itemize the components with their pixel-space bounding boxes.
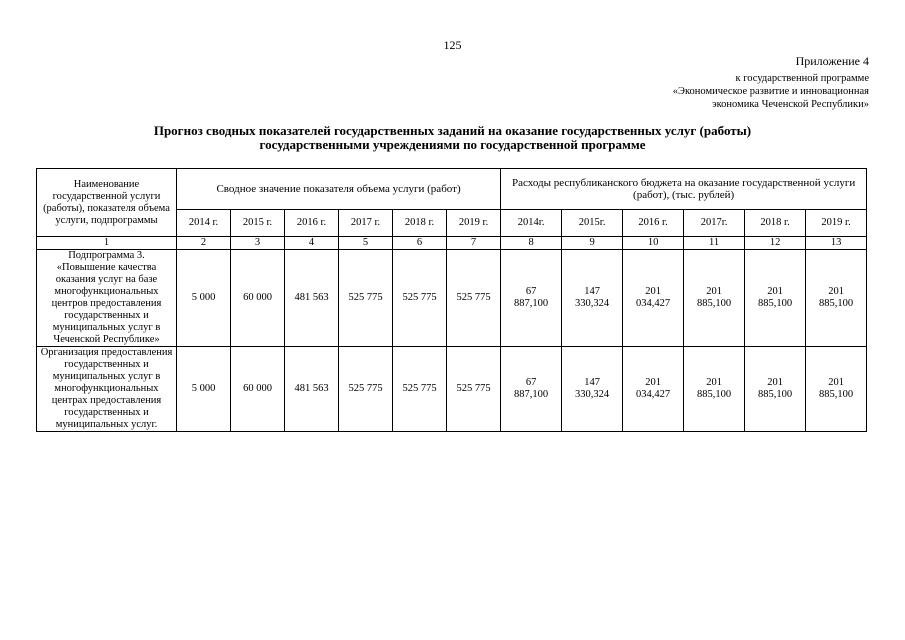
budget-cell: 201 034,427: [623, 347, 684, 432]
budget-year-header: 2018 г.: [745, 210, 806, 237]
budget-cell: 147 330,324: [562, 347, 623, 432]
budget-year-header: 2016 г.: [623, 210, 684, 237]
volume-cell: 525 775: [447, 347, 501, 432]
column-number: 7: [447, 237, 501, 250]
budget-cell: 201 034,427: [623, 250, 684, 347]
volume-cell: 60 000: [231, 250, 285, 347]
volume-cell: 5 000: [177, 250, 231, 347]
volume-year-header: 2015 г.: [231, 210, 285, 237]
column-number: 4: [285, 237, 339, 250]
column-number-row: [37, 237, 867, 250]
column-number: 10: [623, 237, 684, 250]
volume-group-header: Сводное значение показателя объема услуги (работ): [177, 169, 501, 210]
appendix-line: экономика Чеченской Республики»: [712, 99, 869, 110]
volume-cell: 481 563: [285, 250, 339, 347]
volume-year-header: 2019 г.: [447, 210, 501, 237]
column-number: 9: [562, 237, 623, 250]
page-number: 125: [443, 38, 462, 52]
budget-cell: 147 330,324: [562, 250, 623, 347]
budget-cell: 201 885,100: [806, 347, 867, 432]
volume-cell: 60 000: [231, 347, 285, 432]
appendix-line: «Экономическое развитие и инновационная: [672, 86, 869, 97]
budget-cell: 201 885,100: [806, 250, 867, 347]
document-title-line-1: Прогноз сводных показателей государственных заданий на оказание государственных услуг (работы): [153, 123, 752, 138]
row-name: Подпрограмма 3. «Повышение качества оказания услуг на базе многофункциональных центров предоставления государственных и муниципальных услуг в Чеченской Республике»: [37, 250, 177, 347]
budget-cell: 201 885,100: [684, 250, 745, 347]
budget-cell: 201 885,100: [745, 347, 806, 432]
column-number: 8: [501, 237, 562, 250]
document-title: [40, 124, 865, 152]
budget-cell: 201 885,100: [745, 250, 806, 347]
appendix-subtitle: [673, 72, 869, 111]
volume-year-header: 2014 г.: [177, 210, 231, 237]
budget-group-header: Расходы республиканского бюджета на оказание государственной услуги (работ), (тыс. рублей): [501, 169, 867, 210]
row-name: Организация предоставления государственных и муниципальных услуг в многофункциональных центрах предоставления государственных и муниципальных услуг.: [37, 347, 177, 432]
volume-cell: 525 775: [447, 250, 501, 347]
volume-cell: 525 775: [393, 347, 447, 432]
forecast-table: [36, 168, 867, 432]
volume-year-header: 2017 г.: [339, 210, 393, 237]
volume-year-header: 2016 г.: [285, 210, 339, 237]
column-number: 13: [806, 237, 867, 250]
volume-cell: 525 775: [339, 347, 393, 432]
name-column-header: Наименование государственной услуги (работы), показателя объема услуги, подпрограммы: [37, 169, 177, 237]
volume-year-header: 2018 г.: [393, 210, 447, 237]
column-number: 5: [339, 237, 393, 250]
appendix-line: к государственной программе: [735, 73, 869, 84]
volume-cell: 525 775: [393, 250, 447, 347]
column-number: 2: [177, 237, 231, 250]
budget-cell: 67 887,100: [501, 250, 562, 347]
column-number: 1: [37, 237, 177, 250]
column-number: 6: [393, 237, 447, 250]
volume-cell: 525 775: [339, 250, 393, 347]
appendix-title: Приложение 4: [795, 54, 869, 68]
column-number: 3: [231, 237, 285, 250]
budget-year-header: 2015г.: [562, 210, 623, 237]
table-row: [37, 250, 867, 347]
column-number: 11: [684, 237, 745, 250]
volume-cell: 481 563: [285, 347, 339, 432]
volume-cell: 5 000: [177, 347, 231, 432]
column-number: 12: [745, 237, 806, 250]
budget-year-header: 2019 г.: [806, 210, 867, 237]
table-header-row: [37, 169, 867, 210]
budget-cell: 201 885,100: [684, 347, 745, 432]
budget-year-header: 2017г.: [684, 210, 745, 237]
budget-year-header: 2014г.: [501, 210, 562, 237]
table-row: [37, 347, 867, 432]
budget-cell: 67 887,100: [501, 347, 562, 432]
document-title-line-2: государственными учреждениями по государственной программе: [259, 137, 646, 152]
